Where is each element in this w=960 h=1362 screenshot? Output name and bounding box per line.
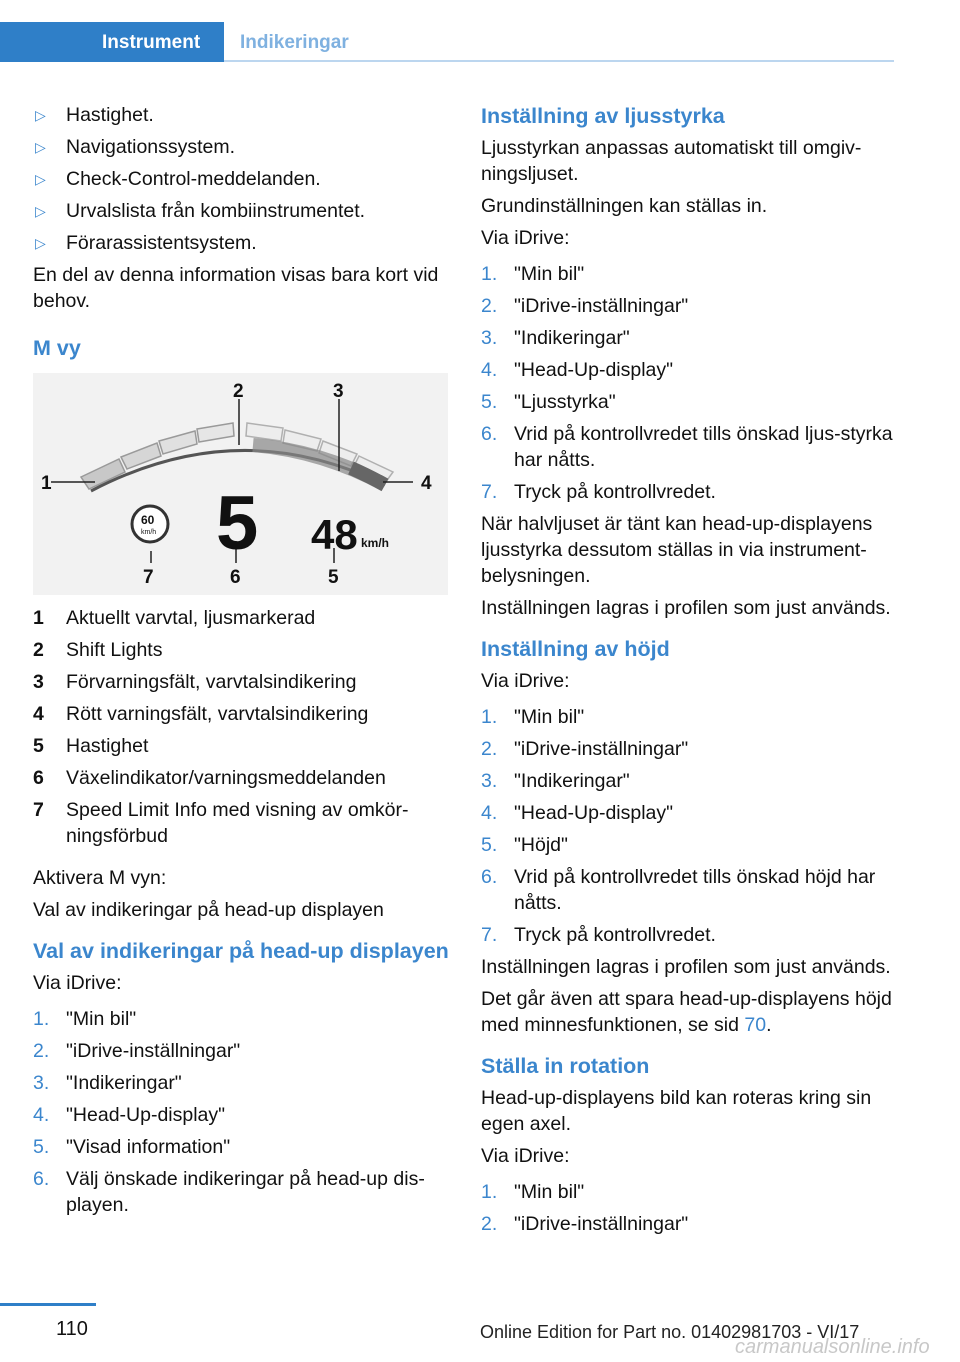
tab-instrument-label: Instrument xyxy=(102,32,201,53)
m-view-illustration xyxy=(33,373,448,595)
halvljus-text: När halvljuset är tänt kan head-up-displayens ljusstyrka dessutom ställas in via instrument-belysningen. xyxy=(481,513,873,587)
lagras-text: Inställningen lagras i profilen som just används. xyxy=(481,956,891,978)
step-item: 2. "iDrive-inställningar" xyxy=(481,1213,689,1235)
step-item: 5. "Visad information" xyxy=(33,1136,231,1158)
via-idrive-text: Via iDrive: xyxy=(33,972,122,994)
callout-label: 6 xyxy=(230,567,241,588)
step-item: 6. Vrid på kontrollvredet tills önskad ljus-styrka har nåtts. xyxy=(481,423,893,471)
step-item: 6. Välj önskade indikeringar på head-up dis-playen. xyxy=(33,1168,425,1216)
grund-text: Grundinställningen kan ställas in. xyxy=(481,195,768,217)
legend-item: 5 Hastighet xyxy=(33,735,149,757)
rotation-text: Head-up-displayens bild kan roteras kring sin egen axel. xyxy=(481,1087,872,1135)
step-item: 1. "Min bil" xyxy=(481,706,585,728)
step-item: 7. Tryck på kontrollvredet. xyxy=(481,481,716,503)
steps-list-hojd xyxy=(481,704,901,948)
triangle-bullet-icon: ▷ xyxy=(35,139,46,155)
triangle-bullet-icon: ▷ xyxy=(35,107,46,123)
step-item: 2. "iDrive-inställningar" xyxy=(481,738,689,760)
auto-text: Ljusstyrkan anpassas automatiskt till omgiv-ningsljuset. xyxy=(481,137,862,185)
legend-item: 2 Shift Lights xyxy=(33,639,163,661)
heading-rotation: Ställa in rotation xyxy=(481,1054,650,1078)
step-item: 1. "Min bil" xyxy=(481,263,585,285)
step-item: 2. "iDrive-inställningar" xyxy=(481,295,689,317)
spara-text: Det går även att spara head-up-displayens höjd med minnesfunktionen, se sid 70. xyxy=(481,988,892,1036)
callout-label: 1 xyxy=(41,473,52,494)
rpm-arc-segments xyxy=(81,423,393,489)
steps-list xyxy=(33,1006,451,1218)
list-item: ▷ Navigationssystem. xyxy=(35,136,236,158)
steps-list-ljusstyrka xyxy=(481,261,901,505)
step-item: 5. "Höjd" xyxy=(481,834,568,856)
list-item: ▷ Urvalslista från kombiinstrumentet. xyxy=(35,200,366,222)
step-item: 4. "Head-Up-display" xyxy=(33,1104,226,1126)
step-item: 1. "Min bil" xyxy=(481,1181,585,1203)
triangle-bullet-icon: ▷ xyxy=(35,235,46,251)
step-item: 4. "Head-Up-display" xyxy=(481,359,674,381)
via-idrive-text: Via iDrive: xyxy=(481,227,570,249)
gear-indicator: 5 xyxy=(216,481,259,566)
callout-label: 3 xyxy=(333,381,344,402)
speed-unit: km/h xyxy=(361,536,390,550)
heading-hojd: Inställning av höjd xyxy=(481,637,670,661)
legend-item: 7 Speed Limit Info med visning av omkör-ningsförbud xyxy=(33,799,409,847)
legend-list xyxy=(33,605,451,849)
step-item: 5. "Ljusstyrka" xyxy=(481,391,616,413)
info-bullet-list xyxy=(33,102,451,256)
list-item: ▷ Hastighet. xyxy=(35,104,154,126)
legend-item: 6 Växelindikator/varningsmeddelanden xyxy=(33,767,386,789)
m-view-figure xyxy=(33,373,448,595)
heading-val-av-indikeringar: Val av indikeringar på head-up displayen xyxy=(33,939,449,963)
callout-label: 5 xyxy=(328,567,339,588)
speed-limit-unit: km/h xyxy=(141,529,157,536)
edition-text: Online Edition for Part no. 01402981703 - VI/17 xyxy=(480,1322,860,1342)
watermark: carmanualsonline.info xyxy=(735,1336,930,1358)
activate-text: Aktivera M vyn: xyxy=(33,867,167,889)
step-item: 3. "Indikeringar" xyxy=(33,1072,182,1094)
speed-readout: 48 xyxy=(311,511,358,558)
callout-label: 7 xyxy=(143,567,154,588)
tab-instrument[interactable] xyxy=(0,22,224,62)
legend-item: 1 Aktuellt varvtal, ljusmarkerad xyxy=(33,607,316,629)
via-idrive-text: Via iDrive: xyxy=(481,1145,570,1167)
callout-label: 4 xyxy=(421,473,432,494)
step-item: 2. "iDrive-inställningar" xyxy=(33,1040,241,1062)
step-item: 3. "Indikeringar" xyxy=(481,770,630,792)
triangle-bullet-icon: ▷ xyxy=(35,171,46,187)
heading-ljusstyrka: Inställning av ljusstyrka xyxy=(481,104,725,128)
footer-rule xyxy=(0,1303,96,1306)
list-item: ▷ Check-Control-meddelanden. xyxy=(35,168,321,190)
triangle-bullet-icon: ▷ xyxy=(35,203,46,219)
step-item: 4. "Head-Up-display" xyxy=(481,802,674,824)
legend-item: 4 Rött varningsfält, varvtalsindikering xyxy=(33,703,369,725)
lagras-text: Inställningen lagras i profilen som just används. xyxy=(481,597,891,619)
via-idrive-text: Via iDrive: xyxy=(481,670,570,692)
heading-m-vy: M vy xyxy=(33,336,81,360)
right-column xyxy=(481,102,901,1243)
callout-label: 2 xyxy=(233,381,244,402)
page-number: 110 xyxy=(56,1318,88,1340)
page-ref-link[interactable]: 70 xyxy=(744,1014,767,1036)
list-item: ▷ Förarassistentsystem. xyxy=(35,232,257,254)
steps-list-rotation xyxy=(481,1179,901,1237)
legend-item: 3 Förvarningsfält, varvtalsindikering xyxy=(33,671,357,693)
tab-indikeringar[interactable]: Indikeringar xyxy=(240,32,349,53)
note-text: En del av denna information visas bara kort vid behov. xyxy=(33,264,439,312)
select-text: Val av indikeringar på head-up displayen xyxy=(33,899,384,921)
step-item: 3. "Indikeringar" xyxy=(481,327,630,349)
left-column xyxy=(33,102,451,1224)
step-item: 1. "Min bil" xyxy=(33,1008,137,1030)
step-item: 7. Tryck på kontrollvredet. xyxy=(481,924,716,946)
speed-limit-value: 60 xyxy=(141,513,155,527)
header-rule xyxy=(224,60,894,62)
step-item: 6. Vrid på kontrollvredet tills önskad höjd har nåtts. xyxy=(481,866,876,914)
